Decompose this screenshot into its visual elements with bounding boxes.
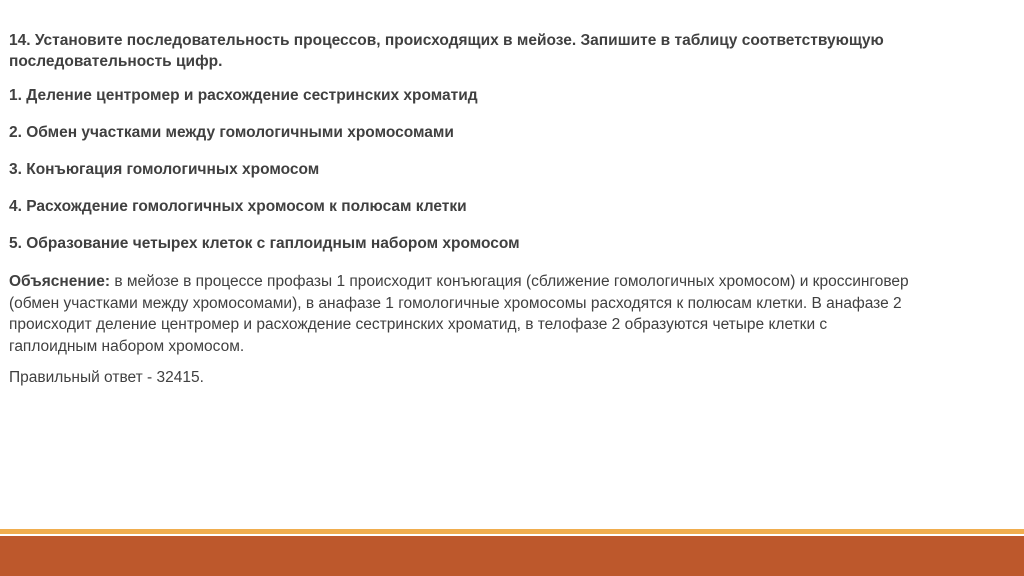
option-item: 3. Конъюгация гомологичных хромосом — [9, 161, 320, 178]
option-item: 4. Расхождение гомологичных хромосом к полюсам клетки — [9, 198, 467, 215]
explanation-paragraph — [9, 271, 909, 357]
option-item: 1. Деление центромер и расхождение сестринских хроматид — [9, 87, 478, 104]
slide-content — [9, 30, 1009, 388]
question-text: 14. Установите последовательность процессов, происходящих в мейозе. Запишите в таблицу соответствующую последовательность цифр. — [9, 32, 884, 70]
option-item: 5. Образование четырех клеток с гаплоидным набором хромосом — [9, 235, 520, 252]
correct-answer: Правильный ответ - 32415. — [9, 369, 204, 386]
explanation-text: в мейозе в процессе профазы 1 происходит конъюгация (сближение гомологичных хромосом) и кроссинговер (обмен участками между хромосомами), в анафазе 1 гомологичные хромосомы расходятся к полюсам клетки. В анафазе 2 происходит деление центромер и расхождение сестринских хроматид, в телофазе 2 образуются четыре клетки с гаплоидным набором хромосом. — [9, 273, 909, 355]
option-item: 2. Обмен участками между гомологичными хромосомами — [9, 124, 454, 141]
accent-bar-thick — [0, 536, 1024, 576]
accent-bar-thin — [0, 529, 1024, 534]
explanation-lead: Объяснение: — [9, 273, 111, 290]
